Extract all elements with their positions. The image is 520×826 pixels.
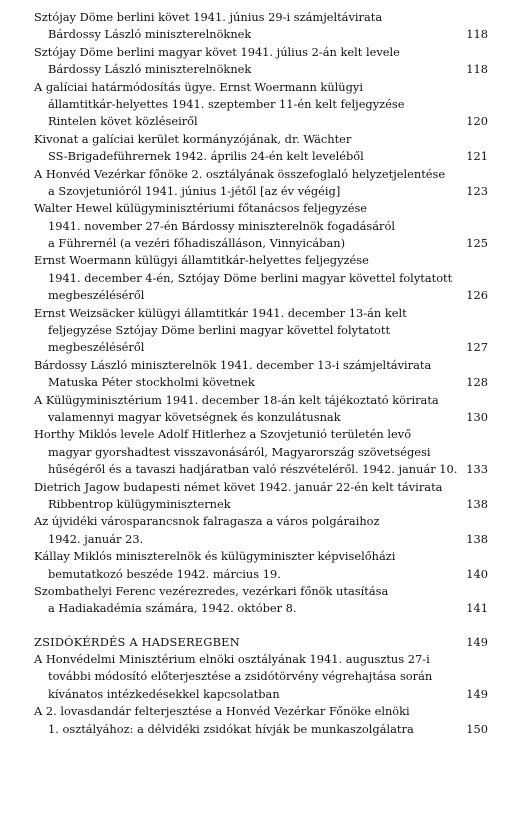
page-number: 141 [466,601,488,616]
toc-entry-line [34,566,488,583]
entry-text: Ernst Weizsäcker külügyi államtitkár 1941. december 13-án kelt [34,305,407,320]
toc-entry-line [34,496,488,513]
toc-entry [34,9,488,44]
toc-entry [34,131,488,166]
entry-text: Az újvidéki városparancsnok falragasza a város polgáraihoz [34,514,380,529]
page-number: 140 [466,566,488,581]
entry-text: Matuska Péter stockholmi követnek [48,375,255,390]
page-number: 149 [466,634,488,649]
toc-entry [34,166,488,201]
entry-text: A galíciai határmódosítás ügye. Ernst Woermann külügyi [34,79,363,94]
entry-text: a Hadiakadémia számára, 1942. október 8. [48,601,297,616]
entry-text: A Honvédelmi Minisztérium elnöki osztályának 1941. augusztus 27-i [34,652,430,667]
toc-entry-line [34,166,488,183]
toc-entry-line [34,200,488,217]
toc-entry-line [34,26,488,43]
entry-text: megbeszéléséről [48,340,145,355]
toc-entry-line [34,461,488,478]
entry-text: 1941. december 4-én, Sztójay Döme berlini magyar követtel folytatott [48,270,453,285]
entry-text: A Külügyminisztérium 1941. december 18-án kelt tájékoztató körirata [34,392,439,407]
toc-entry [34,79,488,131]
toc-entry-line [34,183,488,200]
entry-text: feljegyzése Sztójay Döme berlini magyar követtel folytatott [48,323,391,338]
page-number: 133 [466,462,488,477]
toc-entry [34,479,488,514]
toc-entry-line [34,583,488,600]
toc-entry-line [34,270,488,287]
entry-text: Walter Hewel külügyminisztériumi főtanácsos feljegyzése [34,201,368,216]
toc-entry-line [34,339,488,356]
toc-entry [34,200,488,252]
entry-text: államtitkár-helyettes 1941. szeptember 11-én kelt feljegyzése [48,96,405,111]
toc-entry-line [34,479,488,496]
toc-entry-line [34,287,488,304]
entry-text: Rintelen követ közléseiről [48,114,198,129]
entry-text: további módosító előterjesztése a zsidótörvény végrehajtása során [48,669,433,684]
entry-text: hűségéről és a tavaszi hadjáratban való részvételéről. 1942. január 10. [48,462,458,477]
entry-text: Horthy Miklós levele Adolf Hitlerhez a Szovjetunió területén levő [34,427,412,442]
page-number: 123 [466,183,488,198]
toc-entry-line [34,426,488,443]
page-number: 125 [466,236,488,251]
toc-entry-line [34,531,488,548]
page-number: 138 [466,496,488,511]
entry-text: megbeszéléséről [48,288,145,303]
entry-text: 1. osztályához: a délvidéki zsidókat hívják be munkaszolgálatra [48,721,414,736]
entry-text: a Szovjetunióról 1941. június 1-jétől [az év végéig] [48,183,341,198]
toc-entry-line [34,113,488,130]
entry-text: A 2. lovasdandár felterjesztése a Honvéd Vezérkar Főnöke elnöki [34,704,410,719]
page-number: 127 [466,340,488,355]
section-title: ZSIDÓKÉRDÉS A HADSEREGBEN [34,634,240,649]
toc-entry-line [34,305,488,322]
entry-text: kívánatos intézkedésekkel kapcsolatban [48,686,280,701]
entry-text: Sztójay Döme berlini magyar követ 1941. július 2-án kelt levele [34,44,400,59]
toc-entry-line [34,235,488,252]
toc-entry-line [34,61,488,78]
entry-text: 1942. január 23. [48,531,144,546]
toc-entry-line [34,409,488,426]
entry-text: Ernst Woermann külügyi államtitkár-helyettes feljegyzése [34,253,369,268]
table-of-contents [34,9,488,738]
toc-entry [34,426,488,478]
toc-entry [34,252,488,304]
entry-text: bemutatkozó beszéde 1942. március 19. [48,566,281,581]
page-number: 130 [466,409,488,424]
toc-entry-line [34,548,488,565]
toc-entry [34,392,488,427]
toc-entry [34,357,488,392]
toc-entry-line [34,600,488,617]
toc-entry [34,703,488,738]
toc-entry [34,651,488,703]
toc-entry-line [34,322,488,339]
entry-text: Kivonat a galíciai kerület kormányzójának, dr. Wächter [34,131,352,146]
toc-entry-line [34,686,488,703]
entry-text: Ribbentrop külügyminiszternek [48,496,231,511]
toc-entry-line [34,9,488,26]
toc-entry-line [34,218,488,235]
page-number: 149 [466,686,488,701]
section-spacer [34,618,488,634]
entry-text: valamennyi magyar követségnek és konzulátusnak [48,409,341,424]
page-number: 118 [466,27,488,42]
toc-entry-line [34,374,488,391]
page-number: 120 [466,114,488,129]
entry-text: SS-Brigadeführernek 1942. április 24-én kelt leveléből [48,149,364,164]
toc-entry-line [34,357,488,374]
page-number: 126 [466,288,488,303]
entry-text: Bárdossy László miniszterelnöknek [48,27,252,42]
entry-text: a Führernél (a vezéri főhadiszálláson, Vinnyicában) [48,236,346,251]
toc-entry-line [34,79,488,96]
entry-text: Bárdossy László miniszterelnök 1941. december 13-i számjeltávirata [34,357,432,372]
toc-entry [34,583,488,618]
toc-entry-line [34,148,488,165]
entry-text: magyar gyorshadtest visszavonásáról, Magyarország szövetségesi [48,444,431,459]
toc-entry-line [34,392,488,409]
toc-entry [34,513,488,548]
toc-entry-line [34,668,488,685]
entry-text: A Honvéd Vezérkar főnöke 2. osztályának összefoglaló helyzetjelentése [34,166,446,181]
page-number: 150 [466,721,488,736]
toc-entry-line [34,513,488,530]
entry-text: 1941. november 27-én Bárdossy miniszterelnök fogadásáról [48,218,395,233]
toc-entry-line [34,703,488,720]
toc-entry [34,44,488,79]
toc-entry-line [34,44,488,61]
toc-entry-line [34,444,488,461]
entry-text: Sztójay Döme berlini követ 1941. június 29-i számjeltávirata [34,10,383,24]
section-heading [34,634,488,651]
toc-entry-line [34,96,488,113]
toc-entry-line [34,131,488,148]
toc-entry [34,548,488,583]
page-number: 128 [466,375,488,390]
toc-entry-line [34,252,488,269]
entry-text: Kállay Miklós miniszterelnök és külügyminiszter képviselőházi [34,549,396,564]
toc-entry-line [34,651,488,668]
page-number: 121 [466,149,488,164]
page-number: 118 [466,62,488,77]
entry-text: Dietrich Jagow budapesti német követ 1942. január 22-én kelt távirata [34,479,443,494]
entry-text: Bárdossy László miniszterelnöknek [48,62,252,77]
toc-entry [34,305,488,357]
entry-text: Szombathelyi Ferenc vezérezredes, vezérkari főnök utasítása [34,583,389,598]
page-number: 138 [466,531,488,546]
toc-entry-line [34,721,488,738]
